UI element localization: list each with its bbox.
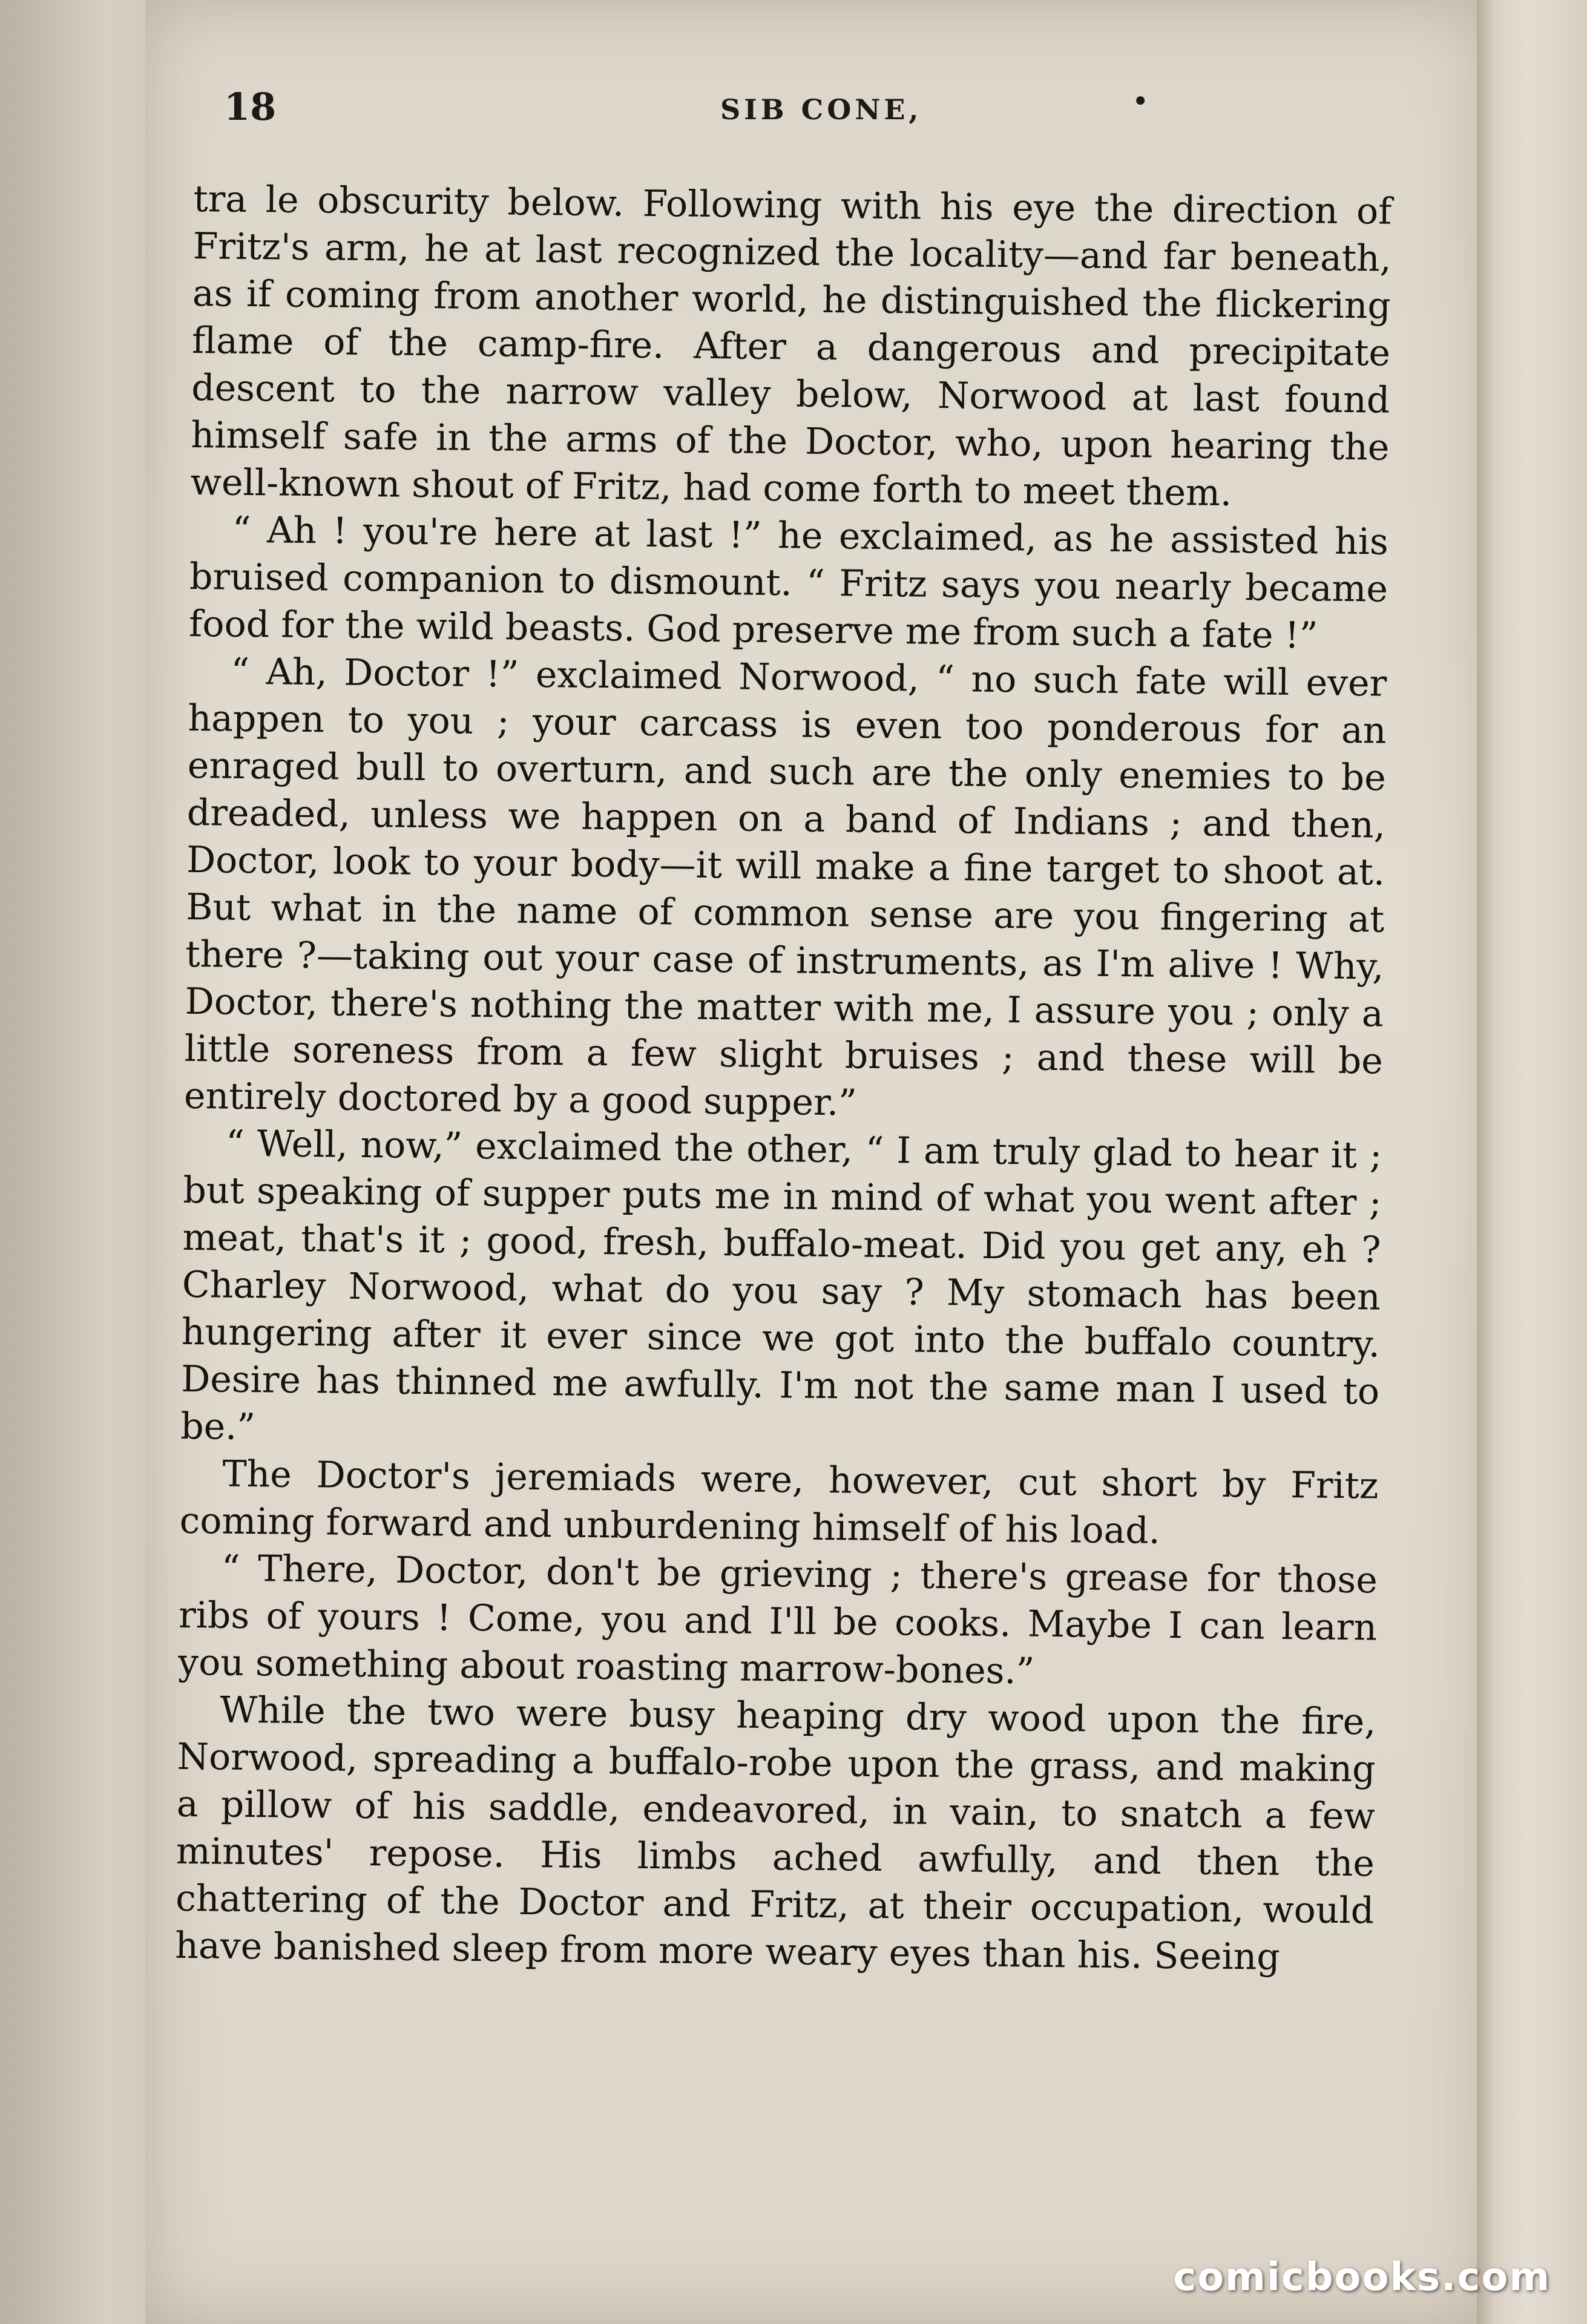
watermark: comicbooks.com [1173, 2255, 1551, 2300]
paragraph: “ Well, now,” exclaimed the other, “ I am truly glad to hear it ; but speaking of supper puts me in mind of what you went after ; meat, that's it ; good, fresh, buffalo-meat. Did you get any, eh ? Charley Norwood, what do you say ? My stomach has been hungering after it ever since we got into the buffalo country. Desire has thinned me awfully. I'm not the same man I used to be.” [180, 1122, 1382, 1449]
paragraph: While the two were busy heaping dry wood upon the fire, Norwood, spreading a buffalo-robe upon the grass, and making a pillow of his saddle, endeavored, in vain, to snatch a few minutes' repose. His limbs ached awfully, and then the chattering of the Doctor and Fritz, at their occupation, would have banished sleep from more weary eyes than his. Seeing [175, 1689, 1376, 1978]
paragraph: The Doctor's jeremiads were, however, cut short by Fritz coming forward and unburdening himself of his load. [179, 1452, 1379, 1552]
body-text [175, 176, 1392, 1982]
paragraph: “ Ah, Doctor !” exclaimed Norwood, “ no such fate will ever happen to you ; your carcass is even too ponderous for an enraged bull to overturn, and such are the only enemies to be dreaded, unless we happen on a band of Indians ; and then, Doctor, look to your body—it will make a fine target to shoot at. But what in the name of common sense are you fingering at there ?—taking out your case of instruments, as I'm alive ! Why, Doctor, there's nothing the matter with me, I assure you ; only a little soreness from a few slight bruises ; and these will be entirely doctored by a good supper.” [183, 650, 1387, 1124]
running-head [224, 85, 1374, 139]
paragraph: tra le obscurity below. Following with his eye the direction of Fritz's arm, he at last recognized the locality—and far beneath, as if coming from another world, he distinguished the flickering flame of the camp-fire. After a dangerous and precipitate descent to the narrow valley below, Norwood at last found himself safe in the arms of the Doctor, who, upon hearing the well-known shout of Fritz, had come forth to meet them. [190, 177, 1392, 514]
page-number: 18 [224, 85, 277, 129]
running-title: SIB CONE, [720, 93, 922, 126]
paragraph: “ Ah ! you're here at last !” he exclaimed, as he assisted his bruised companion to dismount. “ Fritz says you nearly became food for the wild beasts. God preserve me from such a fate !” [188, 508, 1389, 657]
paragraph: “ There, Doctor, don't be grieving ; there's grease for those ribs of yours ! Come, you and I'll be cooks. Maybe I can learn you something about roasting marrow-bones.” [177, 1547, 1378, 1693]
page-edge [1477, 0, 1495, 2324]
ornament-mark: • [1132, 85, 1149, 119]
